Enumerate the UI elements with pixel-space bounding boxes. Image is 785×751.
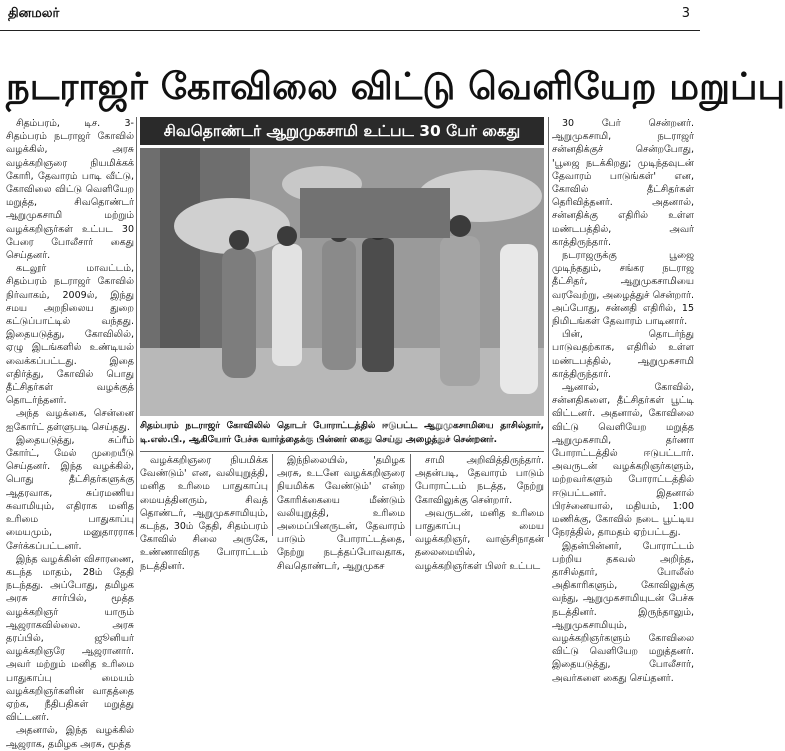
person-woman-head [229, 230, 249, 250]
paragraph: இதன்பின்னர், போராட்டம் பற்றிய தகவல் அறிந்த, தாசில்தார், போலீஸ் அதிகாரிகளும், கோவிலுக்கு வந்து, ஆறுமுகசாமியுடன் பேச்சு நடத்தினர். இருந்தாலும், ஆறுமுகசாமியும், வழக்கறிஞர்களும் கோவிலை விட்டு வெளியேற மறுத்தனர். இதையடுத்து, போலீசார், அவர்களை கைது செய்தனர். [552, 540, 694, 684]
article-column-3 [277, 454, 405, 572]
news-photo [140, 148, 544, 416]
header-rule [0, 30, 700, 31]
paragraph: சிதம்பரம், டிச. 3- சிதம்பரம் நடராஜர் கோவில் வழக்கில், அரசு வழக்கறிஞரை நியமிக்கக் கோரி, தேவாரம் பாடி வீட்டு, கோவிலை விட்டு வெளியேற மறுத்த, சிவதொண்டர் ஆறுமுகசாமி மற்றும் வழக்கறிஞர்கள் உட்பட 30 பேரை போலீசார் கைது செய்தனர். [6, 118, 134, 262]
paragraph: அதனால், இந்த வழக்கில் ஆஜராக, தமிழக அரசு, மூத்த [6, 725, 134, 750]
paragraph: அந்த வழக்கை, சென்னை ஐகோர்ட் தள்ளுபடி செய்தது. [6, 408, 134, 433]
article-column-5 [552, 117, 694, 684]
column-divider [410, 454, 411, 536]
page-header [0, 0, 700, 30]
caption-rule [140, 451, 544, 452]
person-police-head [449, 215, 471, 237]
paragraph: இதையடுத்து, சுப்ரீம் கோர்ட், மேல் முறையீடு செய்தனர். இந்த வழக்கில், பொது தீட்சிதர்களுக்கு ஆதரவாக, சுப்ரமணிய சுவாமியும், எதிராக மனித உரிமை பாதுகாப்பு மையமும், மனுதாரராக சேர்க்கப்பட்டனர். [6, 434, 134, 552]
publication-name: தினமலர் [8, 6, 60, 21]
page-number: 3 [681, 6, 690, 21]
photo-caption: சிதம்பரம் நடராஜர் கோவிலில் தொடர் போராட்டத்தில் ஈடுபட்ட ஆறுமுகசாமியை தாசில்தார், டி.எஸ்.பி., ஆகியோர் பேச்சு வார்த்தைக்கு பின்னர் கைது செய்து அழைத்துச் சென்றனர். [140, 421, 544, 445]
person-man-white [272, 244, 302, 366]
person-right-edge [500, 244, 538, 394]
paragraph: நடராஜருக்கு பூஜை முடிந்ததும், சங்கர நடராஜ தீட்சிதர், ஆறுமுகசாமியை வரவேற்று, அழைத்துச் சென்றார். அப்போது, சன்னதி எதிரில், 15 நிமிடங்கள் தேவாரம் பாடினார். [552, 250, 694, 328]
paragraph: ஆனால், கோவில், சன்னதிகளை, தீட்சிதர்கள் பூட்டி விட்டனர். அதனால், கோவிலை விட்டு வெளியேற மறுத்த ஆறுமுகசாமி, தர்ணா போராட்டத்தில் ஈடுபட்டார். அவருடன் வழக்கறிஞர்களும், மற்றவர்களும் போராட்டத்தில் ஈடுபட்டனர். இதனால் பிரச்னையால், மதியம், 1:00 மணிக்கு, கோவில் நடை பூட்டிய நேரத்தில், தாமதம் ஏற்பட்டது. [552, 382, 694, 539]
subheadline: சிவதொண்டர் ஆறுமுகசாமி உட்பட 30 பேர் கைது [140, 117, 544, 145]
person-man-white-head [277, 226, 297, 246]
person-woman [222, 248, 256, 378]
person-police [440, 236, 480, 386]
paragraph: வழக்கறிஞரை நியமிக்க வேண்டும்' என, வலியுறுத்தி, மனித உரிமை பாதுகாப்பு மையத்தினரும், சிவத் தொண்டர், ஆறுமுகசாமியும், கடந்த, 30ம் தேதி, சிதம்பரம் கோவில் சிலை அருகே, உண்ணாவிரத போராட்டம் நடத்தினர். [140, 455, 268, 572]
paragraph: கடலூர் மாவட்டம், சிதம்பரம் நடராஜர் கோவில் நிர்வாகம், 2009ல், இந்து சமய அறநிலைய துறை கட்டுப்பாட்டில் வந்தது. இதையடுத்து, கோவிலில், ஏழு இடங்களில் உண்டியல் வைக்கப்பட்டது. இதை எதிர்த்து, கோவில் பொது தீட்சிதர்கள் வழக்குத் தொடர்ந்தனர். [6, 263, 134, 407]
paragraph: இந்நிலையில், 'தமிழக அரசு, உடனே வழக்கறிஞரை நியமிக்க வேண்டும்' என்ற கோரிக்கையை மீண்டும் வலியுறுத்தி, உரிமை அமைப்பினருடன், தேவாரம் பாடும் போராட்டத்தை, நேற்று நடத்தப்போவதாக, சிவதொண்டர், ஆறுமுகச [277, 455, 405, 572]
paragraph: இந்த வழக்கின் விசாரணை, கடந்த மாதம், 28ம் தேதி நடந்தது. அப்போது, தமிழக அரசு சார்பில், மூத்த வழக்கறிஞர் யாரும் ஆஜராகவில்லை. அரசு தரப்பில், ஜூனியர் வழக்கறிஞரே ஆஜரானார். அவர் மற்றும் மனித உரிமை பாதுகாப்பு மையம் வழக்கறிஞர்களின் வாதத்தை ஏற்க, நீதிபதிகள் மறுத்து விட்டனர். [6, 553, 134, 724]
paragraph: அவருடன், மனித உரிமை பாதுகாப்பு மைய வழக்கறிஞர், வாஞ்சிநாதன் தலைமையில், வழக்கறிஞர்கள் பிலர் உட்பட [415, 507, 544, 572]
paragraph: சாமி அறிவித்திருந்தார். அதன்படி, தேவாரம் பாடும் போராட்டம் நடத்த, நேற்று கோவிலுக்கு சென்றார். [415, 455, 544, 506]
article-column-1 [6, 117, 134, 750]
column-divider [272, 454, 273, 536]
person-dark-shirt [362, 238, 394, 372]
crowd-back [300, 188, 450, 238]
column-divider [136, 117, 137, 537]
article-column-4 [415, 454, 544, 572]
person-saree [322, 240, 356, 370]
paragraph: 30 பேர் சென்றனர். ஆறுமுகசாமி, நடராஜர் சன்னதிக்குச் சென்றபோது, 'பூஜை நடக்கிறது; முடிந்தவுடன் தேவாரம் பாடுங்கள்' என, கோவில் தீட்சிதர்கள் தெரிவித்தனர். அதனால், சன்னதிக்கு எதிரில் உள்ள மண்டபத்தில், அவர் காத்திருந்தார். [552, 118, 694, 248]
headline: நடராஜர் கோவிலை விட்டு வெளியேற மறுப்பு [6, 65, 785, 108]
article-column-2 [140, 454, 268, 572]
paragraph: பின், தொடர்ந்து பாடுவதற்காக, எதிரில் உள்ள மண்டபத்தில், ஆறுமுகசாமி காத்திருந்தார். [552, 329, 694, 380]
column-divider [548, 117, 549, 537]
